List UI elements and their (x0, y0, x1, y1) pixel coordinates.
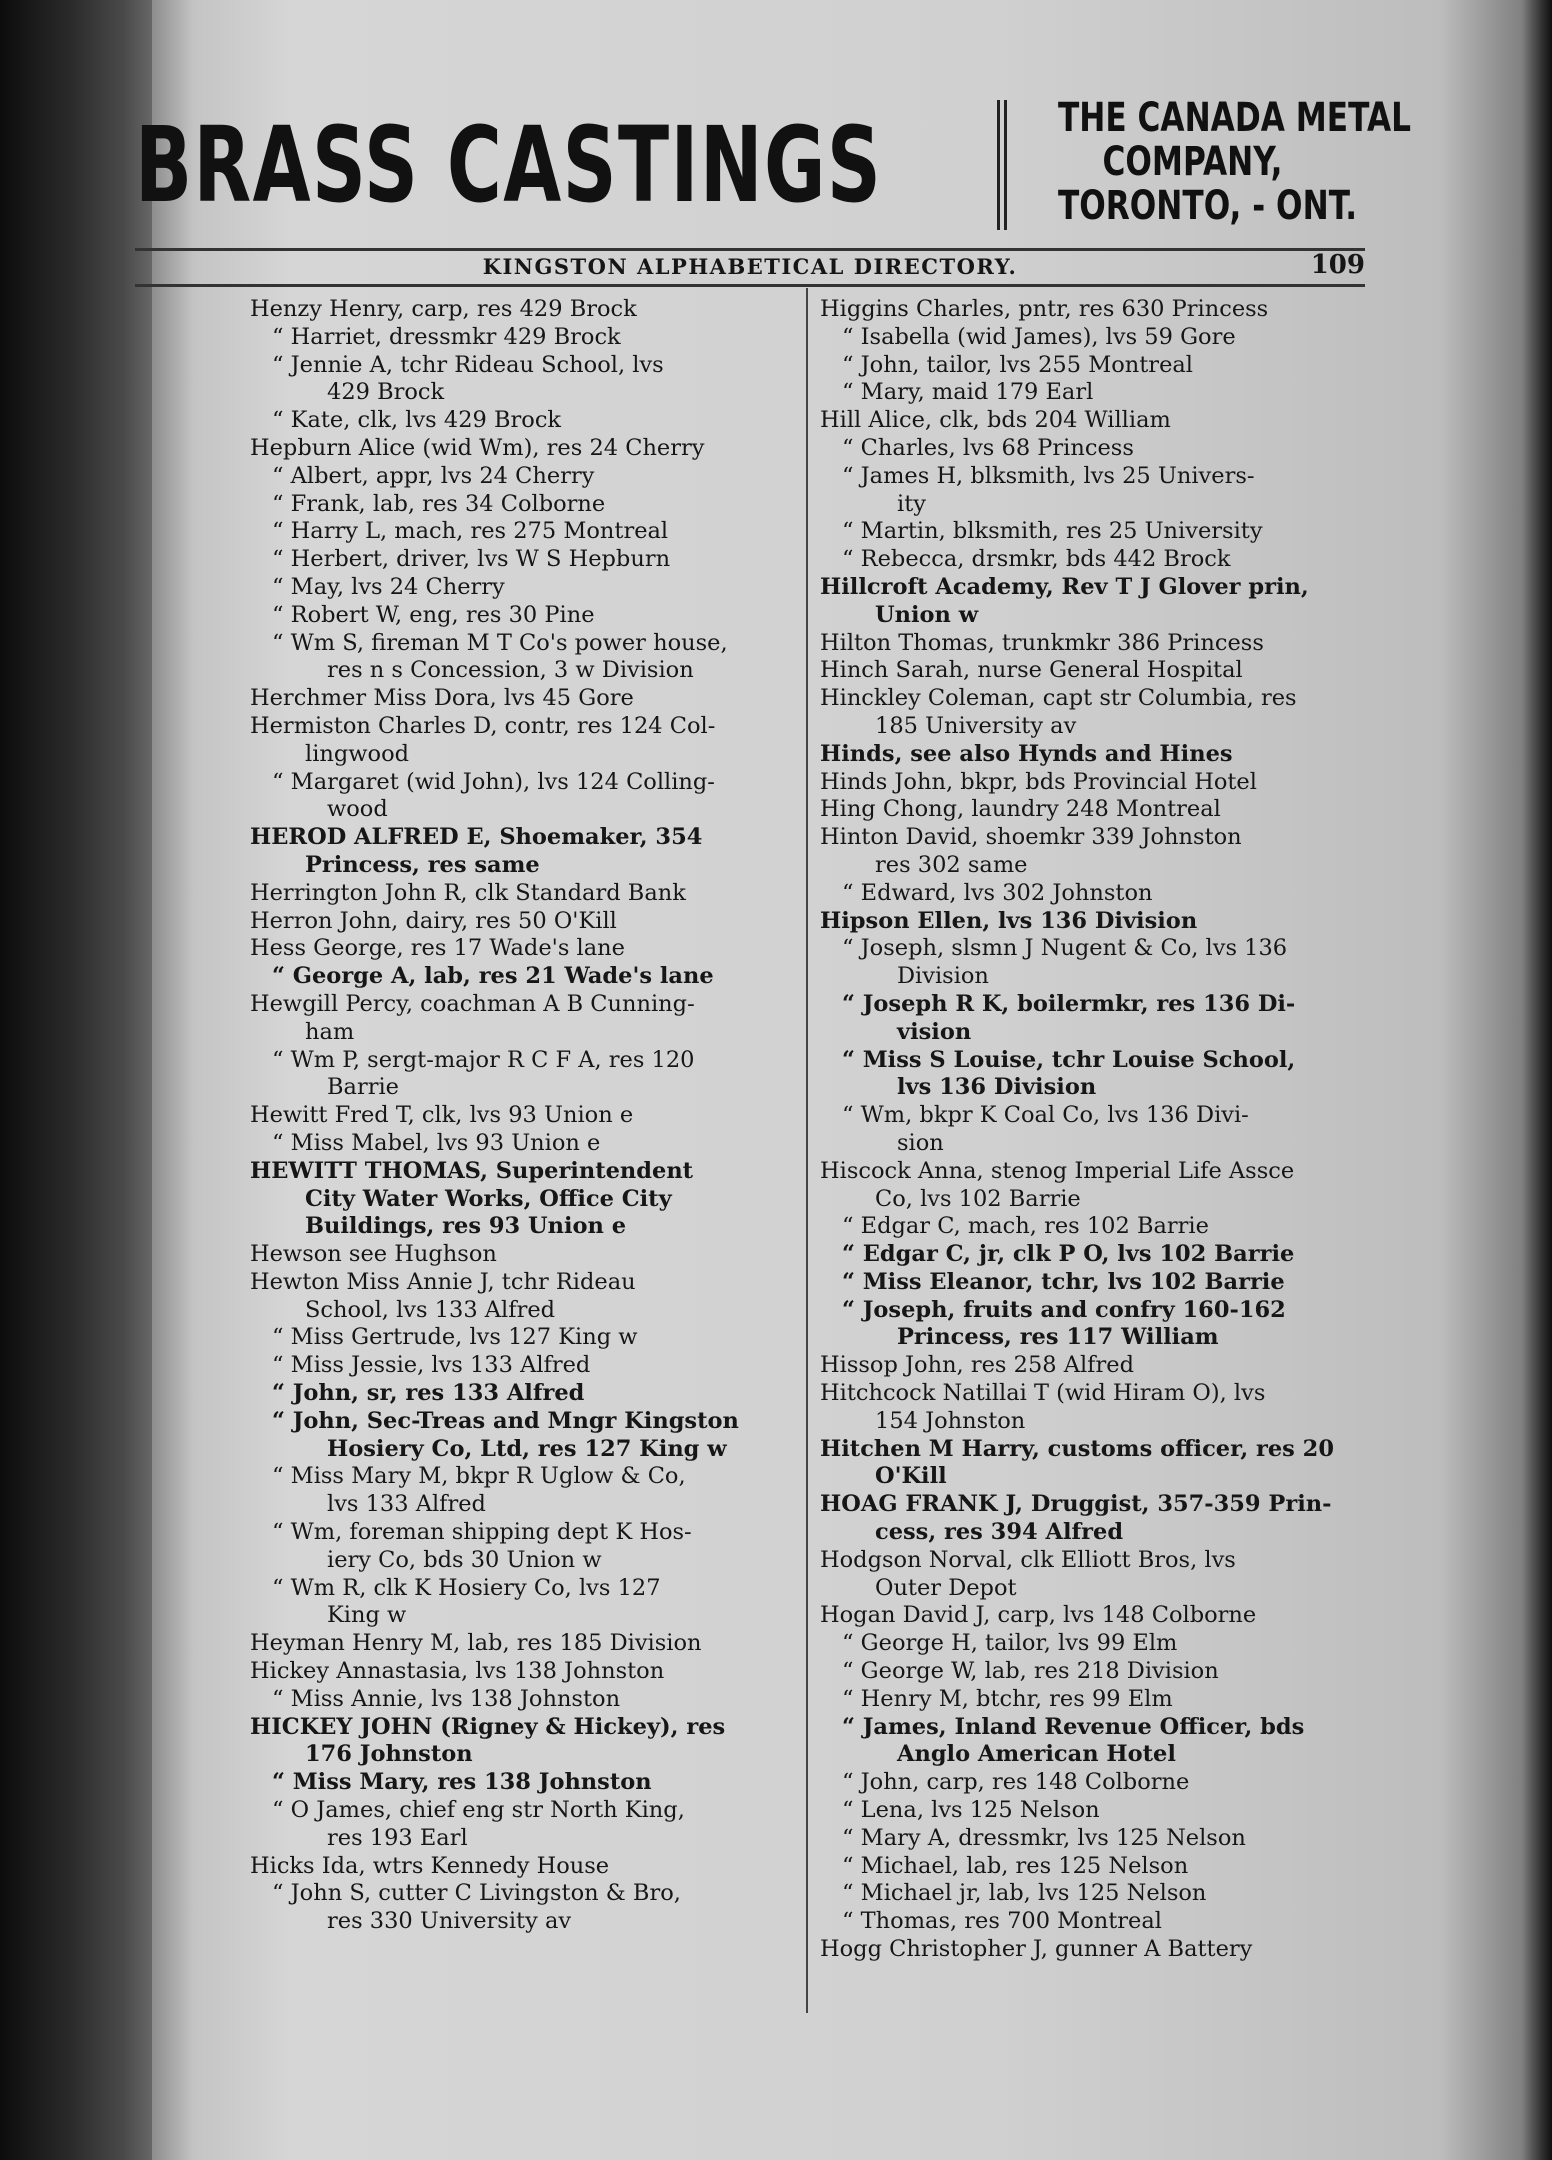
entry-text: HEWITT THOMAS, Superintendent (250, 1157, 694, 1184)
directory-entry (250, 1769, 800, 1797)
entry-continuation: Union w (875, 601, 979, 628)
directory-entry (250, 1463, 800, 1519)
directory-entry (820, 1380, 1365, 1436)
entry-text: Hillcroft Academy, Rev T J Glover prin, (820, 573, 1309, 600)
directory-entry (250, 1686, 800, 1714)
entry-text: “ Herbert, driver, lvs W S Hepburn (272, 546, 671, 573)
directory-entry (250, 1380, 800, 1408)
entry-text: “ Kate, clk, lvs 429 Brock (272, 407, 562, 434)
entry-text: Hitchen M Harry, customs officer, res 20 (820, 1435, 1334, 1462)
directory-entry (820, 1769, 1365, 1797)
entry-text: Higgins Charles, pntr, res 630 Princess (820, 296, 1269, 322)
directory-entry (820, 880, 1365, 908)
entry-text: “ Miss S Louise, tchr Louise School, (842, 1046, 1296, 1073)
entry-text: Hewgill Percy, coachman A B Cunning- (250, 990, 695, 1017)
entry-text: “ Miss Eleanor, tchr, lvs 102 Barrie (842, 1268, 1285, 1295)
directory-entry (250, 1630, 800, 1658)
directory-entry (820, 1102, 1365, 1158)
entry-text: “ George W, lab, res 218 Division (842, 1658, 1219, 1685)
directory-entry (820, 935, 1365, 991)
entry-text: Hinds John, bkpr, bds Provincial Hotel (820, 768, 1257, 795)
entry-text: Hermiston Charles D, contr, res 124 Col- (250, 712, 716, 739)
entry-text: “ Wm P, sergt-major R C F A, res 120 (272, 1046, 695, 1073)
directory-entry (820, 463, 1365, 519)
entry-continuation: lvs 133 Alfred (327, 1491, 486, 1518)
directory-entry (250, 935, 800, 963)
directory-entry (250, 491, 800, 519)
directory-entry (820, 1436, 1365, 1492)
entry-text: “ John, sr, res 133 Alfred (272, 1380, 585, 1407)
directory-entry (820, 379, 1365, 407)
entry-continuation: 154 Johnston (875, 1407, 1026, 1434)
entry-text: “ Mary, maid 179 Earl (842, 379, 1094, 406)
header-rule-bottom (135, 284, 1365, 287)
entry-continuation: King w (327, 1602, 407, 1629)
entry-text: Hing Chong, laundry 248 Montreal (820, 796, 1221, 823)
entry-text: “ Albert, appr, lvs 24 Cherry (272, 462, 595, 489)
directory-entry (250, 685, 800, 713)
directory-entry (820, 324, 1365, 352)
entry-text: “ Harriet, dressmkr 429 Brock (272, 323, 621, 350)
directory-entry (250, 352, 800, 408)
entry-text: HOAG FRANK J, Druggist, 357-359 Prin- (820, 1491, 1332, 1518)
directory-entry (250, 296, 800, 324)
entry-continuation: Outer Depot (875, 1574, 1017, 1601)
directory-entry (820, 630, 1365, 658)
entry-text: Henzy Henry, carp, res 429 Brock (250, 296, 637, 322)
directory-entry (820, 796, 1365, 824)
entry-text: “ Miss Mary M, bkpr R Uglow & Co, (272, 1463, 686, 1490)
entry-text: “ Michael jr, lab, lvs 125 Nelson (842, 1880, 1207, 1907)
directory-entry (820, 1158, 1365, 1214)
directory-entry (250, 824, 800, 880)
directory-entry (820, 1853, 1365, 1881)
entry-text: “ John, tailor, lvs 255 Montreal (842, 351, 1193, 378)
entry-text: Hitchcock Natillai T (wid Hiram O), lvs (820, 1380, 1266, 1407)
directory-entry (820, 296, 1365, 324)
entry-text: “ Edgar C, jr, clk P O, lvs 102 Barrie (842, 1241, 1295, 1268)
entry-text: “ Miss Mabel, lvs 93 Union e (272, 1129, 601, 1156)
directory-entry (250, 1269, 800, 1325)
directory-entry (250, 1575, 800, 1631)
directory-entry (820, 1630, 1365, 1658)
entry-text: Hepburn Alice (wid Wm), res 24 Cherry (250, 434, 705, 461)
entry-text: Hewton Miss Annie J, tchr Rideau (250, 1268, 636, 1295)
entry-text: Heyman Henry M, lab, res 185 Division (250, 1630, 702, 1657)
entry-text: “ Charles, lvs 68 Princess (842, 434, 1134, 461)
ad-company-line-1: THE CANADA METAL (1057, 95, 1411, 141)
entry-continuation: iery Co, bds 30 Union w (327, 1546, 602, 1573)
entry-text: “ Harry L, mach, res 275 Montreal (272, 518, 669, 545)
directory-entry (820, 435, 1365, 463)
directory-entry (250, 574, 800, 602)
directory-entry (250, 435, 800, 463)
entry-text: “ Wm S, fireman M T Co's power house, (272, 629, 728, 656)
directory-entry (250, 1408, 800, 1464)
directory-entry (820, 1936, 1365, 1964)
entry-text: “ Henry M, btchr, res 99 Elm (842, 1685, 1173, 1712)
directory-entry (820, 1686, 1365, 1714)
entry-continuation: vision (897, 1018, 972, 1045)
directory-entry (820, 1714, 1365, 1770)
directory-entry (250, 463, 800, 491)
entry-text: “ John S, cutter C Livingston & Bro, (272, 1880, 681, 1907)
entry-text: “ Joseph, fruits and confry 160-162 (842, 1296, 1286, 1323)
entry-text: Herron John, dairy, res 50 O'Kill (250, 907, 617, 934)
directory-entry (820, 908, 1365, 936)
entry-text: “ Lena, lvs 125 Nelson (842, 1797, 1100, 1824)
entry-continuation: Hosiery Co, Ltd, res 127 King w (327, 1435, 727, 1462)
directory-entry (820, 1491, 1365, 1547)
entry-continuation: res 302 same (875, 851, 1028, 878)
entry-continuation: School, lvs 133 Alfred (305, 1296, 556, 1323)
entry-text: “ Frank, lab, res 34 Colborne (272, 490, 606, 517)
entry-continuation: lingwood (305, 740, 410, 767)
entry-text: “ Wm R, clk K Hosiery Co, lvs 127 (272, 1574, 661, 1601)
entry-text: Hickey Annastasia, lvs 138 Johnston (250, 1658, 665, 1685)
entry-text: “ John, Sec-Treas and Mngr Kingston (272, 1407, 739, 1434)
entry-text: “ James, Inland Revenue Officer, bds (842, 1713, 1305, 1740)
running-head (135, 248, 1365, 288)
ad-headline: BRASS CASTINGS (135, 104, 883, 226)
directory-entry (820, 1241, 1365, 1269)
entry-text: “ Miss Gertrude, lvs 127 King w (272, 1324, 638, 1351)
ad-divider (997, 100, 1007, 230)
entry-text: Hinckley Coleman, capt str Columbia, res (820, 685, 1297, 712)
entry-text: Hogg Christopher J, gunner A Battery (820, 1936, 1253, 1963)
ad-company-line-2: COMPANY, (1102, 139, 1283, 185)
entry-text: “ Jennie A, tchr Rideau School, lvs (272, 351, 664, 378)
entry-continuation: Princess, res same (305, 851, 540, 878)
entry-text: “ George H, tailor, lvs 99 Elm (842, 1630, 1178, 1657)
advertisement-banner (135, 90, 1411, 240)
directory-entry (820, 1047, 1365, 1103)
directory-entry (250, 991, 800, 1047)
entry-text: “ Wm, bkpr K Coal Co, lvs 136 Divi- (842, 1102, 1249, 1129)
column-divider (806, 288, 808, 2013)
directory-entry (820, 657, 1365, 685)
page-number: 109 (1310, 250, 1365, 280)
entry-text: “ Joseph R K, boilermkr, res 136 Di- (842, 990, 1296, 1017)
directory-entry (820, 991, 1365, 1047)
entry-text: Hilton Thomas, trunkmkr 386 Princess (820, 629, 1264, 656)
directory-entry (250, 963, 800, 991)
entry-continuation: Anglo American Hotel (897, 1741, 1176, 1768)
directory-entry (250, 1241, 800, 1269)
directory-entry (820, 1797, 1365, 1825)
entry-text: Hill Alice, clk, bds 204 William (820, 407, 1171, 434)
directory-entry (250, 1519, 800, 1575)
directory-entry (820, 546, 1365, 574)
entry-text: Hinds, see also Hynds and Hines (820, 740, 1233, 767)
book-binding-shadow (0, 0, 155, 2160)
directory-entry (820, 1658, 1365, 1686)
directory-entry (250, 1880, 800, 1936)
entry-text: “ Edward, lvs 302 Johnston (842, 879, 1153, 906)
entry-continuation: ity (897, 490, 926, 517)
entry-text: Hissop John, res 258 Alfred (820, 1352, 1134, 1379)
entry-text: “ Thomas, res 700 Montreal (842, 1908, 1162, 1935)
directory-entry (820, 1297, 1365, 1353)
directory-entry (820, 685, 1365, 741)
directory-entry (250, 324, 800, 352)
entry-text: Hinton David, shoemkr 339 Johnston (820, 824, 1242, 851)
directory-entry (250, 1102, 800, 1130)
right-column (820, 296, 1365, 1964)
directory-entry (820, 574, 1365, 630)
entry-text: Hipson Ellen, lvs 136 Division (820, 907, 1198, 934)
ad-company-line-3: TORONTO, - ONT. (1057, 183, 1358, 229)
directory-entry (250, 1658, 800, 1686)
entry-continuation: sion (897, 1129, 944, 1156)
entry-continuation: res n s Concession, 3 w Division (327, 657, 694, 684)
directory-entry (820, 1547, 1365, 1603)
directory-entry (250, 908, 800, 936)
entry-text: “ Isabella (wid James), lvs 59 Gore (842, 323, 1236, 350)
directory-entry (250, 518, 800, 546)
entry-text: “ Robert W, eng, res 30 Pine (272, 601, 595, 628)
entry-text: Hicks Ida, wtrs Kennedy House (250, 1852, 610, 1879)
entry-continuation: res 193 Earl (327, 1824, 468, 1851)
entry-text: Hiscock Anna, stenog Imperial Life Assce (820, 1157, 1295, 1184)
directory-entry (820, 1825, 1365, 1853)
entry-text: “ John, carp, res 148 Colborne (842, 1769, 1190, 1796)
directory-entry (250, 1130, 800, 1158)
entry-text: HICKEY JOHN (Rigney & Hickey), res (250, 1713, 726, 1740)
entry-text: Hewson see Hughson (250, 1241, 497, 1268)
entry-text: Hewitt Fred T, clk, lvs 93 Union e (250, 1102, 634, 1129)
entry-text: “ Edgar C, mach, res 102 Barrie (842, 1213, 1209, 1240)
entry-text: “ Martin, blksmith, res 25 University (842, 518, 1263, 545)
directory-entry (820, 1602, 1365, 1630)
entry-text: Hodgson Norval, clk Elliott Bros, lvs (820, 1546, 1236, 1573)
entry-text: “ Mary A, dressmkr, lvs 125 Nelson (842, 1824, 1246, 1851)
directory-entry (820, 824, 1365, 880)
directory-entry (250, 602, 800, 630)
directory-entry (250, 630, 800, 686)
running-head-title: KINGSTON ALPHABETICAL DIRECTORY. (482, 254, 1018, 279)
entry-text: Herrington John R, clk Standard Bank (250, 879, 686, 906)
directory-entry (250, 880, 800, 908)
entry-continuation: Division (897, 963, 989, 990)
entry-text: Herchmer Miss Dora, lvs 45 Gore (250, 685, 634, 712)
entry-continuation: 176 Johnston (305, 1741, 473, 1768)
entry-text: “ Miss Jessie, lvs 133 Alfred (272, 1352, 591, 1379)
directory-entry (250, 769, 800, 825)
directory-entry (250, 1797, 800, 1853)
directory-entry (250, 1047, 800, 1103)
entry-continuation: Barrie (327, 1074, 399, 1101)
directory-entry (820, 741, 1365, 769)
directory-entry (820, 1269, 1365, 1297)
entry-continuation: wood (327, 796, 388, 823)
directory-entry (250, 1352, 800, 1380)
directory-entry (820, 769, 1365, 797)
entry-text: “ James H, blksmith, lvs 25 Univers- (842, 462, 1255, 489)
entry-text: “ George A, lab, res 21 Wade's lane (272, 963, 714, 990)
directory-entry (820, 1908, 1365, 1936)
directory-entry (820, 1880, 1365, 1908)
left-column (250, 296, 800, 1936)
entry-text: “ Miss Annie, lvs 138 Johnston (272, 1685, 621, 1712)
entry-text: Hess George, res 17 Wade's lane (250, 935, 625, 962)
directory-entry (250, 1853, 800, 1881)
entry-continuation: Buildings, res 93 Union e (305, 1213, 627, 1240)
entry-text: Hogan David J, carp, lvs 148 Colborne (820, 1602, 1257, 1629)
entry-text: “ Margaret (wid John), lvs 124 Colling- (272, 768, 715, 795)
entry-text: “ May, lvs 24 Cherry (272, 573, 505, 600)
entry-text: “ Michael, lab, res 125 Nelson (842, 1852, 1189, 1879)
directory-entry (250, 1324, 800, 1352)
directory-entry (250, 1158, 800, 1241)
directory-entry (250, 546, 800, 574)
entry-continuation: 185 University av (875, 712, 1077, 739)
entry-text: “ Rebecca, drsmkr, bds 442 Brock (842, 546, 1231, 573)
directory-entry (820, 1213, 1365, 1241)
entry-text: “ Wm, foreman shipping dept K Hos- (272, 1519, 692, 1546)
directory-entry (250, 1714, 800, 1770)
directory-entry (250, 407, 800, 435)
entry-text: HEROD ALFRED E, Shoemaker, 354 (250, 824, 703, 851)
entry-text: “ Miss Mary, res 138 Johnston (272, 1769, 652, 1796)
directory-entry (250, 713, 800, 769)
entry-continuation: Princess, res 117 William (897, 1324, 1219, 1351)
entry-continuation: 429 Brock (327, 379, 445, 406)
entry-continuation: lvs 136 Division (897, 1074, 1097, 1101)
ad-company-block (1020, 95, 1411, 229)
entry-continuation: O'Kill (875, 1463, 947, 1490)
entry-text: Hinch Sarah, nurse General Hospital (820, 657, 1243, 684)
entry-text: “ O James, chief eng str North King, (272, 1797, 685, 1824)
entry-continuation: Co, lvs 102 Barrie (875, 1185, 1081, 1212)
entry-continuation: ham (305, 1018, 355, 1045)
entry-text: “ Joseph, slsmn J Nugent & Co, lvs 136 (842, 935, 1288, 962)
entry-continuation: City Water Works, Office City (305, 1185, 672, 1212)
directory-entry (820, 518, 1365, 546)
directory-entry (820, 1352, 1365, 1380)
entry-continuation: res 330 University av (327, 1908, 572, 1935)
directory-entry (820, 407, 1365, 435)
directory-entry (820, 352, 1365, 380)
entry-continuation: cess, res 394 Alfred (875, 1519, 1124, 1546)
